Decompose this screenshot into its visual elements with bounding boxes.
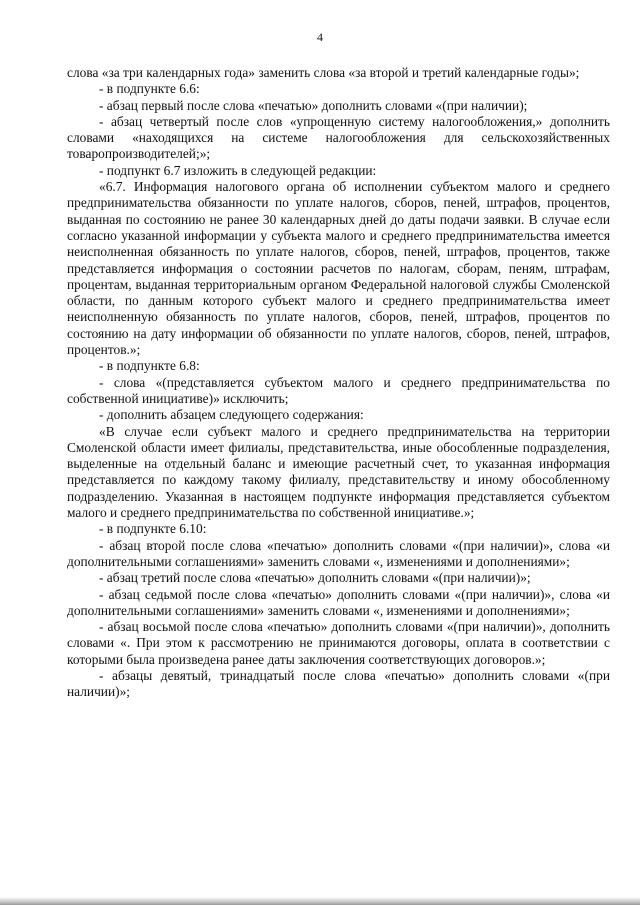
paragraph: слова «за три календарных года» заменить слова «за второй и третий календарные годы»;	[67, 65, 580, 80]
paragraph: «В случае если субъект малого и среднего предпринимательства на территории Смоленской области имеет филиалы, представительства, иные обособленные подразделения, выделенные на отдельный баланс и имеющие расчетный счет, то указанная информация представляется по каждому такому филиалу, представительству и иному обособленному подразделению. Указанная в настоящем подпункте информация представляется субъектом малого и среднего предпринимательства по собственной инициативе.»;	[67, 423, 610, 521]
paragraph: «6.7. Информация налогового органа об исполнении субъектом малого и среднего предпринимательства обязанности по уплате налогов, сборов, пеней, штрафов, процентов, выданная по состоянию не ранее 30 календарных дней до даты подачи заявки. В случае если согласно указанной информации у субъекта малого и среднего предпринимательства имеется неисполненная обязанность по уплате налогов, сборов, пеней, штрафов, процентов, также представляется информация о состоянии расчетов по налогам, сборам, пеням, штрафам, процентам, выданная территориальным органом Федеральной налоговой службы Смоленской области, по данным которого субъект малого и среднего предпринимательства имеет неисполненную обязанность по уплате налогов, сборов, пеней, штрафов, процентов по состоянию на дату информации об обязанности по уплате налогов, сборов, пеней, штрафов, процентов.»;	[67, 179, 610, 358]
paragraph: - в подпункте 6.10:	[99, 521, 207, 537]
paragraph: - абзац второй после слова «печатью» дополнить словами «(при наличии)», слова «и дополнительными соглашениями» заменить словами «, изменениями и дополнениями»;	[67, 537, 610, 569]
paragraph: - слова «(представляется субъектом малого и среднего предпринимательства по собственной инициативе)» исключить;	[67, 374, 610, 406]
paragraph: - абзац третий после слова «печатью» дополнить словами «(при наличии)»;	[99, 570, 531, 586]
paragraph: - абзац седьмой после слова «печатью» дополнить словами «(при наличии)», слова «и дополнительными соглашениями» заменить словами «, изменениями и дополнениями»;	[67, 586, 610, 618]
scan-edge-shadow	[0, 897, 640, 905]
paragraph: - в подпункте 6.8:	[99, 358, 200, 374]
paragraph: - подпункт 6.7 изложить в следующей редакции:	[99, 162, 377, 178]
paragraph: - в подпункте 6.6:	[99, 81, 200, 97]
paragraph: - абзац восьмой после слова «печатью» дополнить словами «(при наличии)», дополнить словами «. При этом к рассмотрению не принимаются договоры, оплата в соответствии с которыми была произведена ранее даты заключения соответствующих договоров.»;	[67, 619, 610, 667]
paragraph: - абзац первый после слова «печатью» дополнить словами «(при наличии);	[99, 97, 528, 113]
paragraph: - абзацы девятый, тринадцатый после слова «печатью» дополнить словами «(при наличии)»;	[67, 667, 610, 700]
body-text	[67, 65, 610, 701]
paragraph: - дополнить абзацем следующего содержания:	[99, 407, 364, 423]
page-number: 4	[317, 30, 323, 44]
paragraph: - абзац четвертый после слов «упрощенную систему налогообложения,» дополнить словами «находящихся на системе налогообложения для сельскохозяйственных товаропроизводителей;»;	[67, 113, 610, 162]
